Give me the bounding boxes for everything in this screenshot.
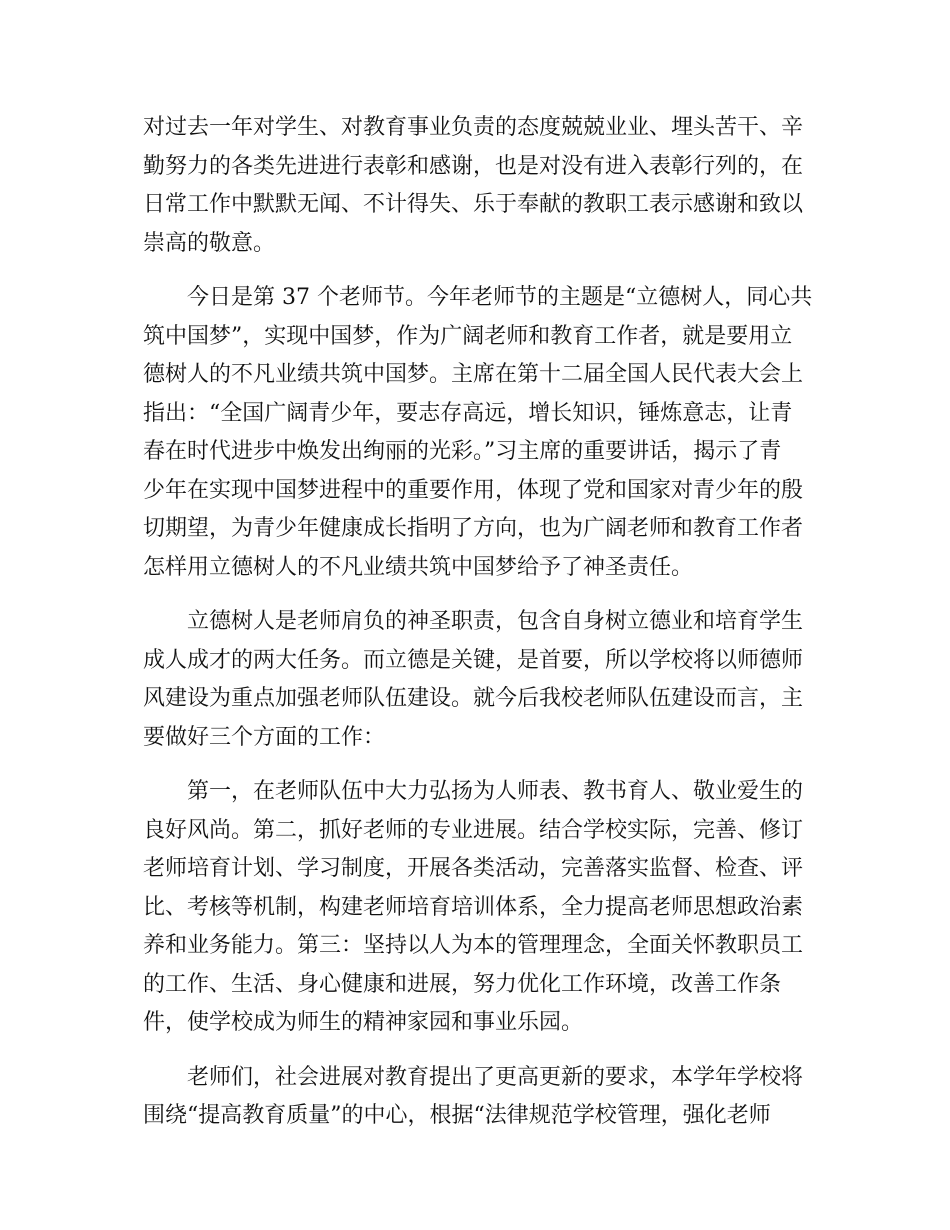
text-line: 件，使学校成为师生的精神家园和事业乐园。 xyxy=(143,1010,584,1035)
text-line: 切期望，为青少年健康成长指明了方向，也为广阔老师和教育工作者 xyxy=(143,516,804,541)
text-line: 成人成才的两大任务。而立德是关键，是首要，所以学校将以师德师 xyxy=(143,647,804,673)
text-line: 老师们，社会进展对教育提出了更高更新的要求，本学年学校将 xyxy=(187,1064,804,1090)
text-line: 风建设为重点加强老师队伍建设。就今后我校老师队伍建设而言，主 xyxy=(143,686,804,711)
text-line: 立德树人是老师肩负的神圣职责，包含自身树立德业和培育学生 xyxy=(187,609,804,634)
text-line: 勤努力的各类先进进行表彰和感谢，也是对没有进入表彰行列的，在 xyxy=(143,153,804,179)
text-line: 指出：“全国广阔青少年，要志存高远，增长知识，锤炼意志，让青 xyxy=(143,400,793,426)
document-body xyxy=(143,109,813,1152)
text-line: 今日是第 37 个老师节。今年老师节的主题是“立德树人，同心共 xyxy=(187,285,813,310)
text-line: 第一，在老师队伍中大力弘扬为人师表、教书育人、敬业爱生的 xyxy=(187,779,804,804)
text-line: 良好风尚。第二，抓好老师的专业进展。结合学校实际，完善、修订 xyxy=(143,817,804,843)
text-line: 春在时代进步中焕发出绚丽的光彩。”习主席的重要讲话，揭示了青 xyxy=(143,439,782,464)
text-line: 对过去一年对学生、对教育事业负责的态度兢兢业业、埋头苦干、辛 xyxy=(143,115,804,140)
paragraph xyxy=(143,773,803,1043)
text-line: 怎样用立德树人的不凡业绩共筑中国梦给予了神圣责任。 xyxy=(143,554,694,580)
text-line: 养和业务能力。第三：坚持以人为本的管理理念，全面关怀教职员工 xyxy=(143,933,804,958)
text-line: 要做好三个方面的工作： xyxy=(143,724,386,750)
text-line: 筑中国梦”，实现中国梦，作为广阔老师和教育工作者，就是要用立 xyxy=(143,323,793,349)
paragraph xyxy=(143,1059,803,1136)
paragraph xyxy=(143,109,803,263)
text-line: 少年在实现中国梦进程中的重要作用，体现了党和国家对青少年的殷 xyxy=(143,477,804,503)
text-line: 围绕“提高教育质量”的中心，根据“法律规范学校管理，强化老师 xyxy=(143,1103,771,1128)
text-line: 日常工作中默默无闻、不计得失、乐于奉献的教职工表示感谢和致以 xyxy=(143,192,804,217)
paragraph xyxy=(143,279,813,587)
text-line: 崇高的敬意。 xyxy=(143,230,276,256)
paragraph xyxy=(143,603,803,757)
text-line: 老师培育计划、学习制度，开展各类活动，完善落实监督、检查、评 xyxy=(143,856,804,881)
text-line: 德树人的不凡业绩共筑中国梦。主席在第十二届全国人民代表大会上 xyxy=(143,362,804,387)
text-line: 的工作、生活、身心健康和进展，努力优化工作环境，改善工作条 xyxy=(143,971,782,997)
text-line: 比、考核等机制，构建老师培育培训体系，全力提高老师思想政治素 xyxy=(143,894,804,920)
